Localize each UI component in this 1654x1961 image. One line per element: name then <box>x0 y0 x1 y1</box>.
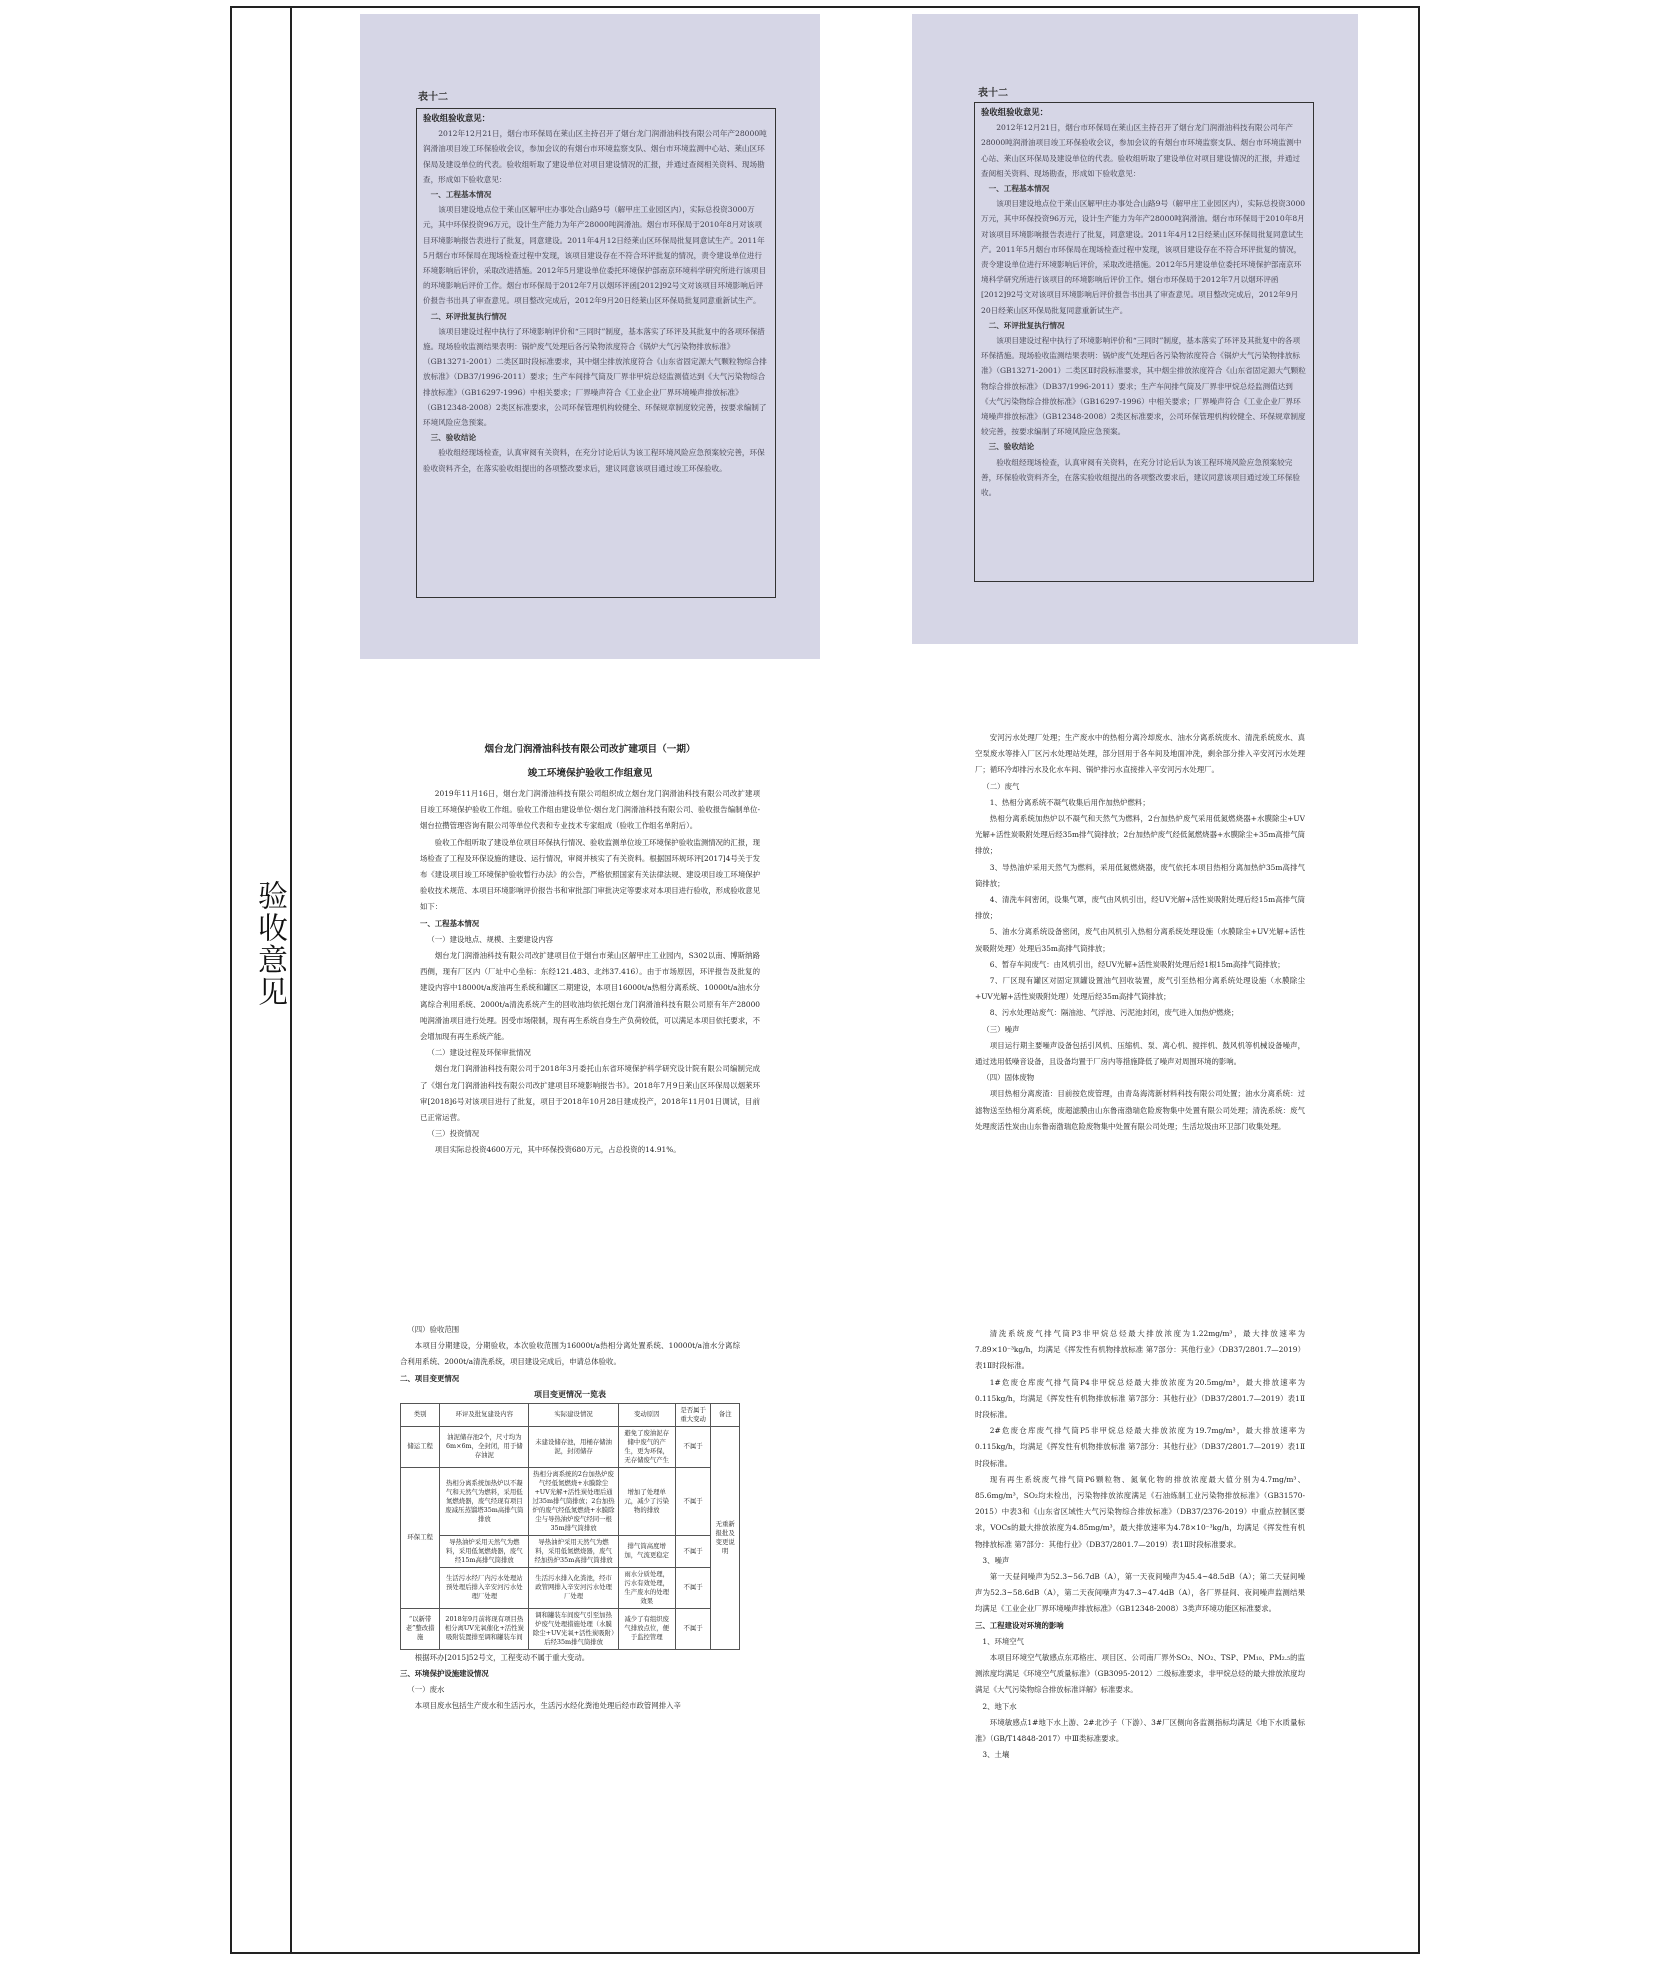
section-heading: 一、工程基本情况 <box>420 918 480 928</box>
section-text: 该项目建设过程中执行了环境影响评价和“三同时”制度，基本落实了环评及其批复中的各项环保措施。现场验收监测结果表明：锅炉废气处理后各污染物浓度符合《锅炉大气污染物排放标准》（GB13271-2001）二类区Ⅱ时段标准要求，其中烟尘排放浓度符合《山东省固定源大气颗粒物综合排放标准》（DB37/1996-2011）要求；生产车间排气筒及厂界非甲烷总烃监测值达到《大气污染物综合排放标准》（GB16297-1996）中相关要求；厂界噪声符合《工业企业厂界环境噪声排放标准》（GB12348-2008）2类区标准要求，公司环保管理机构较健全、环保规章制度较完善，按要求编制了环境风险应急预案。 <box>423 326 767 428</box>
subsection-heading: 3、土壤 <box>982 1750 1010 1760</box>
table-caption: 项目变更情况一览表 <box>534 1388 606 1399</box>
subsection-heading: （一）建设地点、规模、主要建设内容 <box>427 934 554 944</box>
cell-plan: 油泥储存池2个，尺寸均为6m×6m，全封闭，用于储存油泥 <box>440 1426 529 1467</box>
section-text: 该项目建设地点位于莱山区解甲庄办事处合山路9号（解甲庄工业园区内），实际总投资3000万元，其中环保投资96万元，设计生产能力为年产28000吨润滑油。烟台市环保局于2010年8月对该项目环境影响报告表进行了批复，同意建设。2011年4月12日经莱山区环保局批复同意试生产。2011年5月烟台市环保局在现场检查过程中发现，该项目建设存在不符合环评批复的情况，责令建设单位进行环境影响后评价，采取改进措施。2012年5月建设单位委托环境保护部南京环境科学研究所进行该项目的环境影响后评价工作。烟台市环保局于2012年7月以烟环评函[2012]92号文对该项目环境影响后评价报告书出具了审查意见。项目整改完成后，2012年9月20日经莱山区环保局批复同意重新试生产。 <box>423 205 767 306</box>
opinion-page-2 <box>975 730 1305 1230</box>
section-heading: 二、环评批复执行情况 <box>988 320 1065 330</box>
subsection-heading: 3、噪声 <box>982 1555 1010 1565</box>
cell-plan: 热相分离系统加热炉以不凝气和天然气为燃料，采用低氮燃烧器，废气经现有项目废减压蒸馏塔35m高排气筒排放 <box>440 1467 529 1535</box>
paragraph: 项目实际总投资4600万元，其中环保投资680万元，占总投资的14.91%。 <box>434 1145 681 1155</box>
paragraph: 2019年11月16日，烟台龙门润滑油科技有限公司组织成立烟台龙门润滑油科技有限公司改扩建项目竣工环境保护验收工作组。验收工作组由建设单位-烟台龙门润滑油科技有限公司、验收报告编制单位-烟台拉攒管理咨询有限公司等单位代表和专业技术专家组成（验收工作组名单附后）。 <box>420 789 760 831</box>
section-heading: 二、项目变更情况 <box>400 1373 460 1383</box>
section-heading: 三、工程建设对环境的影响 <box>975 1620 1064 1630</box>
paragraph: 3、导热油炉采用天然气为燃料，采用低氮燃烧器，废气依托本项目热相分离加热炉35m高排气筒排放； <box>975 862 1305 888</box>
cell-reason: 避免了废油泥存储中废气的产生，更为环保，无存储废气产生 <box>618 1426 675 1467</box>
paragraph: 6、暂存车间废气：由风机引出，经UV光解+活性炭吸附处理后经1根15m高排气筒排放； <box>989 959 1285 969</box>
table-tag: 表十二 <box>978 88 1008 99</box>
paragraph: 第一天昼间噪声为52.3~56.7dB（A），第一天夜间噪声为45.4~48.5dB（A）；第二天昼间噪声为52.3~58.6dB（A），第二天夜间噪声为47.3~47.4dB（A），各厂界昼间、夜间噪声监测结果均满足《工业企业厂界环境噪声排放标准》（GB12348-2008）3类声环境功能区标准要求。 <box>975 1572 1305 1614</box>
paragraph: 热相分离系统加热炉以不凝气和天然气为燃料，2台加热炉废气采用低氮燃烧器+水膜除尘+UV光解+活性炭吸附处理后经35m排气筒排放；2台加热炉废气经低氮燃烧器+水膜除尘+35m高排气筒排放； <box>975 814 1305 856</box>
subsection-heading: （三）投资情况 <box>427 1129 480 1139</box>
cell-reason: 排气筒高度增加，气流更稳定 <box>618 1535 675 1567</box>
subsection-heading: （二）废气 <box>982 781 1020 791</box>
paragraph: 项目运行期主要噪声设备包括引风机、压缩机、泵、离心机、搅拌机、鼓风机等机械设备噪声，通过选用低噪音设备，且设备均置于厂房内等措施降低了噪声对周围环境的影响。 <box>975 1040 1305 1067</box>
paragraph: 4、清洗车间密闭，设集气罩，废气由风机引出，经UV光解+活性炭吸附处理后经15m高排气筒排放； <box>975 895 1305 921</box>
section-heading: 三、环境保护设施建设情况 <box>400 1669 489 1679</box>
box-heading: 验收组验收意见： <box>981 107 1048 117</box>
col-header: 类别 <box>401 1403 440 1426</box>
section-heading: 一、工程基本情况 <box>430 190 492 200</box>
opinion-box <box>974 102 1314 582</box>
section-heading: 二、环评批复执行情况 <box>430 311 507 321</box>
column-divider <box>290 6 292 1954</box>
box-heading: 验收组验收意见： <box>423 113 490 123</box>
paragraph: 1#危废仓库废气排气筒P4非甲烷总烃最大排放浓度为20.5mg/m³，最大排放速率为0.115kg/h，均满足《挥发性有机物排放标准 第7部分：其他行业》（DB37/2801.7—2019）表1Ⅱ时段标准。 <box>975 1377 1305 1420</box>
opinion-page-1 <box>420 738 760 1258</box>
section-heading: 三、验收结论 <box>430 433 477 443</box>
cell-major: 不属于 <box>675 1467 711 1535</box>
table-row <box>401 1608 740 1649</box>
paragraph: 清洗系统废气排气筒P3非甲烷总烃最大排放浓度为1.22mg/m³，最大排放速率为7.89×10⁻³kg/h，均满足《挥发性有机物排放标准 第7部分：其他行业》（DB37/2801.7—2019）表1Ⅱ时段标准。 <box>975 1329 1305 1371</box>
opinion-page-4 <box>975 1326 1305 1846</box>
cell-actual: 调和罐装车间废气引至加热炉废气处理措施处理（水膜除尘+UV光氧+活性炭吸附）后经35m排气筒排放 <box>529 1608 618 1649</box>
section-text: 验收组经现场检查，认真审阅有关资料，在充分讨论后认为该工程环境风险应急预案较完善，环保验收资料齐全，在落实验收组提出的各项整改要求后，建议同意该项目通过竣工环保验收。 <box>423 448 765 473</box>
col-header: 备注 <box>711 1403 740 1426</box>
subsection-heading: 1、环境空气 <box>982 1636 1025 1646</box>
cell-reason: 减少了有组织废气排放点位，便于监控管理 <box>618 1608 675 1649</box>
paragraph: 安河污水处理厂处理；生产废水中的热相分离冷却废水、油水分离系统废水、清洗系统废水、真空泵废水等排入厂区污水处理站处理，部分回用于各车间及地面冲洗，剩余部分排入辛安河污水处理厂；循环冷却排污水及化水车间、锅炉排污水直接排入辛安河污水处理厂。 <box>975 733 1305 775</box>
cell-major: 不属于 <box>675 1535 711 1567</box>
cell-actual: 未建设储存池，用桶存储油泥，封闭储存 <box>529 1426 618 1467</box>
table-row <box>401 1535 740 1567</box>
paragraph: 本项目分期建设，分期验收，本次验收范围为16000t/a热相分离处置系统、10000t/a油水分离综合利用系统、2000t/a清洗系统，项目建设完成后，申请总体验收。 <box>400 1341 740 1367</box>
paragraph: 烟台龙门润滑油科技有限公司于2018年3月委托山东省环境保护科学研究设计院有限公司编制完成了《烟台龙门润滑油科技有限公司改扩建项目环境影响报告书》。2018年7月9日莱山区环保局以烟莱环审[2018]6号对该项目进行了批复，项目于2018年10月28日建成投产，2018年11月01日调试，目前已正常运营。 <box>420 1064 760 1123</box>
cell-reason: 增加了处理单元，减少了污染物的排放 <box>618 1467 675 1535</box>
cell-category: 储运工程 <box>401 1426 440 1467</box>
paragraph: 现有再生系统废气排气筒P6颗粒物、氮氧化物的排放浓度最大值分别为4.7mg/m³、85.6mg/m³，SO₂均未检出，污染物排放浓度满足《石油炼制工业污染物排放标准》（GB31570-2015）中表3和《山东省区域性大气污染物综合排放标准》（DB37/2376-2019）中重点控制区要求，VOCs的最大排放浓度为4.85mg/m³，最大排放速率为4.78×10⁻³kg/h，均满足《挥发性有机物排放标准 第7部分：其他行业》（DB37/2801.7—2019）表1Ⅱ时段标准要求。 <box>975 1474 1305 1549</box>
doc-subtitle: 竣工环境保护验收工作组意见 <box>527 768 653 779</box>
col-header: 变动原因 <box>618 1403 675 1426</box>
cell-plan: 2018年9月前将现有项目热相分离UV光氧催化+活性炭吸附装置排至调和罐装车间 <box>440 1608 529 1649</box>
paragraph: 8、污水处理站废气：隔油池、气浮池、污泥池封闭，废气进入加热炉燃烧； <box>989 1008 1239 1018</box>
change-table <box>400 1403 740 1650</box>
cell-major: 不属于 <box>675 1608 711 1649</box>
paragraph: 项目热相分离废渣：目前按危废管理，由青岛海湾新材料科技有限公司处置；油水分离系统：过滤物送至热相分离系统，废超滤膜由山东鲁南渤瑞危险废物集中处置有限公司处理；清洗系统：废气处理废活性炭由山东鲁南渤瑞危险废物集中处置有限公司处理；生活垃圾由环卫部门收集处理。 <box>975 1089 1305 1131</box>
doc-title: 烟台龙门润滑油科技有限公司改扩建项目（一期） <box>484 744 696 755</box>
subsection-heading: 2、地下水 <box>982 1701 1017 1711</box>
col-header: 实际建设情况 <box>529 1403 618 1426</box>
cell-note: 无重新报批及变更说明 <box>711 1426 740 1649</box>
paragraph: 环境敏感点1#地下水上游、2#北沙子（下游）、3#厂区侧向各监测指标均满足《地下水质量标准》（GB/T14848-2017）中Ⅲ类标准要求。 <box>975 1717 1305 1744</box>
table-row <box>401 1467 740 1535</box>
cell-actual: 生活污水排入化粪池，经市政管网排入辛安河污水处理厂处理 <box>529 1567 618 1608</box>
cell-actual: 导热油炉采用天然气为燃料，采用低氮燃烧器，废气经加热炉35m高排气筒排放 <box>529 1535 618 1567</box>
table-row <box>401 1567 740 1608</box>
cell-plan: 生活污水经厂内污水处理站预处理后排入辛安河污水处理厂处理 <box>440 1567 529 1608</box>
paragraph: 验收工作组听取了建设单位项目环保执行情况、验收监测单位竣工环境保护验收监测情况的汇报，现场检查了工程及环保设施的建设、运行情况，审阅并核实了有关资料。根据国环规环评[2017]4号关于发布《建设项目竣工环境保护验收暂行办法》的公告，严格依照国家有关法律法规、建设项目竣工环境保护验收技术规范、本项目环境影响评价报告书和审批部门审批决定等要求对本项目进行验收，形成验收意见如下： <box>420 837 760 912</box>
section-heading: 一、工程基本情况 <box>988 184 1050 194</box>
cell-category: 环保工程 <box>401 1467 440 1608</box>
table-tag: 表十二 <box>418 92 448 103</box>
cell-major: 不属于 <box>675 1426 711 1467</box>
subsection-heading: （一）废水 <box>407 1685 445 1695</box>
section-text: 该项目建设过程中执行了环境影响评价和“三同时”制度，基本落实了环评及其批复中的各项环保措施。现场验收监测结果表明：锅炉废气处理后各污染物浓度符合《锅炉大气污染物排放标准》（GB13271-2001）二类区Ⅱ时段标准要求，其中烟尘排放浓度符合《山东省固定源大气颗粒物综合排放标准》（DB37/1996-2011）要求；生产车间排气筒及厂界非甲烷总烃监测值达到《大气污染物综合排放标准》（GB16297-1996）中相关要求；厂界噪声符合《工业企业厂界环境噪声排放标准》（GB12348-2008）2类区标准要求，公司环保管理机构较健全、环保规章制度较完善，按要求编制了环境风险应急预案。 <box>981 336 1306 437</box>
subsection-heading: （四）固体废物 <box>982 1073 1035 1083</box>
intro-text: 2012年12月21日，烟台市环保局在莱山区主持召开了烟台龙门润滑油科技有限公司年产28000吨润滑油项目竣工环保验收会议，参加会议的有烟台市环境监察支队、烟台市环境监测中心站、莱山区环保局及建设单位的代表。验收组听取了建设单位对项目建设情况的汇报，并通过查阅相关资料、现场勘查，形成如下验收意见： <box>423 129 767 184</box>
table-header-row <box>401 1403 740 1426</box>
subsection-heading: （二）建设过程及环保审批情况 <box>427 1048 531 1058</box>
paragraph: 2#危废仓库废气排气筒P5非甲烷总烃最大排放浓度为19.7mg/m³，最大排放速率为0.115kg/h，均满足《挥发性有机物排放标准 第7部分：其他行业》（DB37/2801.7—2019）表1Ⅱ时段标准。 <box>975 1426 1305 1468</box>
table-row <box>401 1426 740 1467</box>
col-header: 环评及批复建设内容 <box>440 1403 529 1426</box>
side-label: 验收意见 <box>252 880 287 1008</box>
scanned-page-left <box>360 14 820 659</box>
paragraph: 7、厂区现有罐区对固定顶罐设置油气回收装置，废气引至热相分离系统处理设施（水膜除尘+UV光解+活性炭吸附处理）处理后经35m高排气筒排放； <box>975 976 1305 1002</box>
paragraph: 本项目废水包括生产废水和生活污水，生活污水经化粪池处理后经市政管网排入辛 <box>414 1701 681 1711</box>
paragraph: 根据环办[2015]52号文，工程变动不属于重大变动。 <box>414 1652 590 1662</box>
section-heading: 三、验收结论 <box>988 442 1035 452</box>
subsection-heading: （三）噪声 <box>982 1024 1020 1034</box>
cell-major: 不属于 <box>675 1567 711 1608</box>
intro-text: 2012年12月21日，烟台市环保局在莱山区主持召开了烟台龙门润滑油科技有限公司年产28000吨润滑油项目竣工环保验收会议，参加会议的有烟台市环境监察支队、烟台市环境监测中心站、莱山区环保局及建设单位的代表。验收组听取了建设单位对项目建设情况的汇报，并通过查阅相关资料、现场勘查，形成如下验收意见： <box>981 123 1302 178</box>
section-text: 该项目建设地点位于莱山区解甲庄办事处合山路9号（解甲庄工业园区内），实际总投资3000万元，其中环保投资96万元，设计生产能力为年产28000吨润滑油。烟台市环保局于2010年8月对该项目环境影响报告表进行了批复，同意建设。2011年4月12日经莱山区环保局批复同意试生产。2011年5月烟台市环保局在现场检查过程中发现，该项目建设存在不符合环评批复的情况，责令建设单位进行环境影响后评价，采取改进措施。2012年5月建设单位委托环境保护部南京环境科学研究所进行该项目的环境影响后评价工作。烟台市环保局于2012年7月以烟环评函[2012]92号文对该项目环境影响后评价报告书出具了审查意见。项目整改完成后，2012年9月20日经莱山区环保局批复同意重新试生产。 <box>981 199 1306 315</box>
col-header: 是否属于重大变动 <box>675 1403 711 1426</box>
cell-actual: 热相分离系统的2台加热炉废气经低氮燃烧+水膜除尘+UV光解+活性炭处理后通过35m排气筒排放；2台加热炉的废气经低氮燃烧+水膜除尘与导热油炉废气经同一根35m排气筒排放 <box>529 1467 618 1535</box>
opinion-page-3 <box>400 1322 740 1842</box>
scanned-page-right <box>912 14 1358 644</box>
cell-category: “以新带老”整改措施 <box>401 1608 440 1649</box>
section-text: 验收组经现场检查，认真审阅有关资料，在充分讨论后认为该工程环境风险应急预案较完善，环保验收资料齐全，在落实验收组提出的各项整改要求后，建议同意该项目通过竣工环保验收。 <box>981 457 1300 498</box>
paragraph: 烟台龙门润滑油科技有限公司改扩建项目位于烟台市莱山区解甲庄工业园内，S302以南、博斯纳路西侧，现有厂区内（厂址中心坐标：东经121.483、北纬37.416）。由于市场原因，环评报告及批复的建设内容中18000t/a废油再生系统和罐区二期建设，本项目16000t/a热相分离系统、10000t/a油水分离综合利用系统、2000t/a清洗系统产生的回收油均依托烟台龙门润滑油科技有限公司原有年产28000吨润滑油项目进行处理。因受市场限制，现有再生系统自身生产负荷较低，可以满足本项目依托要求，不会增加现有再生系统产能。 <box>420 951 760 1042</box>
subsection-heading: （四）验收范围 <box>407 1325 460 1334</box>
cell-reason: 雨水分质处理，污水有效处理，生产废水的处理效果 <box>618 1567 675 1608</box>
cell-plan: 导热油炉采用天然气为燃料，采用低氮燃烧器，废气经15m高排气筒排放 <box>440 1535 529 1567</box>
paragraph: 1、热相分离系统不凝气收集后用作加热炉燃料； <box>989 797 1150 807</box>
opinion-box <box>416 108 776 598</box>
paragraph: 5、油水分离系统设备密闭，废气由风机引入热相分离系统处理设施（水膜除尘+UV光解+活性炭吸附处理）处理后35m高排气筒排放； <box>975 927 1305 953</box>
paragraph: 本项目环境空气敏感点东邓格庄、项目区、公司南厂界外SO₂、NO₂、TSP、PM₁₀、PM₂.₅的监测浓度均满足《环境空气质量标准》（GB3095-2012）二级标准要求，非甲烷总烃的最大排放浓度均满足《大气污染物综合排放标准详解》标准要求。 <box>975 1653 1305 1695</box>
